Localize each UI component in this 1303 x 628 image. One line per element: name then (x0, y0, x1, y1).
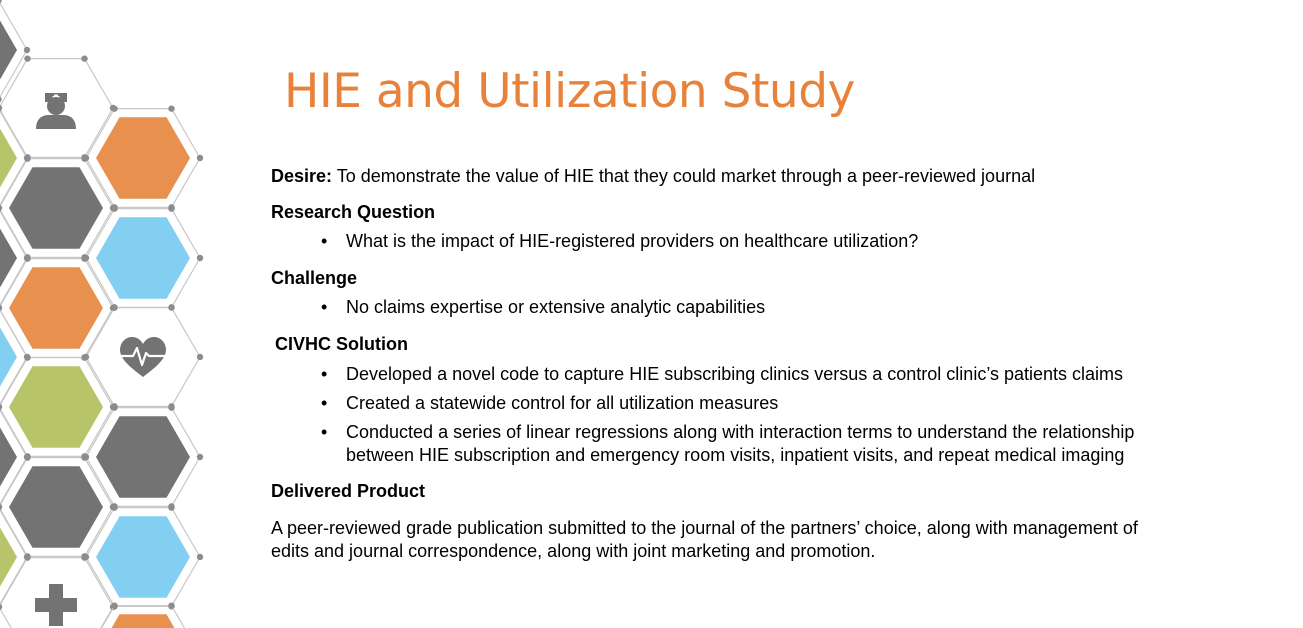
hexagon-node (81, 354, 87, 360)
nurse-icon (36, 93, 76, 129)
desire-line (271, 165, 1035, 188)
delivered-heading: Delivered Product (271, 481, 426, 501)
hexagon-node (168, 404, 174, 410)
hexagon-node (81, 55, 87, 61)
hexagon-node (197, 454, 203, 460)
hexagon-node (111, 105, 117, 111)
bullet-glyph: • (321, 364, 328, 384)
hexagon-node (24, 554, 30, 560)
hexagon-green (0, 117, 17, 198)
challenge-heading: Challenge (271, 268, 358, 288)
hexagon-node (168, 304, 174, 310)
bullet-text: Developed a novel code to capture HIE subscribing clinics versus a control clinic’s patients claims (346, 364, 1124, 384)
hexagon-node (197, 255, 203, 261)
hexagon-node (24, 454, 30, 460)
hexagon-gray (0, 416, 17, 497)
hexagon-node (24, 255, 30, 261)
heart-pulse-icon (120, 337, 166, 377)
hexagon-node (168, 602, 174, 608)
delivered-text-line: A peer-reviewed grade publication submitted to the journal of the partners’ choice, along with management of (271, 518, 1138, 538)
hexagon-node (0, 96, 2, 102)
bullet-glyph: • (321, 393, 328, 413)
hexagon-green (0, 516, 17, 597)
hexagon-node (24, 55, 30, 61)
solution-heading: CIVHC Solution (275, 334, 408, 354)
hexagon-gray (9, 466, 103, 547)
hexagon-node (24, 354, 30, 360)
bullet-text: Created a statewide control for all utilization measures (346, 393, 779, 413)
hexagon-node (168, 504, 174, 510)
hexagon-gray (96, 416, 190, 497)
delivered-text-line: edits and journal correspondence, along with joint marketing and promotion. (271, 541, 876, 561)
bullet-text: between HIE subscription and emergency room visits, inpatient visits, and repeat medical imaging (346, 445, 1125, 465)
hexagon-node (24, 47, 30, 53)
hexagon-node (111, 304, 117, 310)
hexagon-node (81, 155, 87, 161)
hexagon-gray (0, 9, 17, 90)
bullet-text: Conducted a series of linear regressions along with interaction terms to understand the relationship (346, 422, 1135, 442)
hexagon-orange (96, 117, 190, 198)
hexagon-node (81, 255, 87, 261)
hexagon-blue (96, 217, 190, 298)
hexagon-node (24, 155, 30, 161)
hexagon-node (0, 604, 2, 610)
bullet-glyph: • (321, 231, 328, 251)
hexagon-node (111, 504, 117, 510)
bullet-text: No claims expertise or extensive analytic capabilities (346, 297, 766, 317)
hexagon-node (197, 354, 203, 360)
hexagon-node (197, 155, 203, 161)
hexagon-node (81, 454, 87, 460)
hexagon-decoration (0, 0, 215, 628)
hexagon-green (9, 366, 103, 447)
hexagon-node (111, 602, 117, 608)
desire-text: To demonstrate the value of HIE that they could market through a peer-reviewed journal (332, 166, 1036, 186)
hexagon-blue (96, 516, 190, 597)
bullet-glyph: • (321, 297, 328, 317)
hexagon-node (168, 205, 174, 211)
plus-icon (35, 584, 77, 626)
hexagon-node (168, 105, 174, 111)
hexagon-orange (9, 267, 103, 348)
hexagon-node (111, 404, 117, 410)
slide-title: HIE and Utilization Study (284, 64, 855, 119)
hexagon-node (0, 0, 2, 4)
hexagon-gray (9, 167, 103, 248)
hexagon-node (197, 554, 203, 560)
bullet-text: What is the impact of HIE-registered providers on healthcare utilization? (346, 231, 919, 251)
hexagon-node (81, 554, 87, 560)
hexagon-gray (0, 217, 17, 298)
hexagon-blue (0, 316, 17, 397)
research-question-heading: Research Question (271, 202, 436, 222)
hexagon-orange (96, 614, 190, 628)
desire-label: Desire: (271, 166, 333, 186)
bullet-glyph: • (321, 422, 328, 442)
hexagon-node (111, 205, 117, 211)
